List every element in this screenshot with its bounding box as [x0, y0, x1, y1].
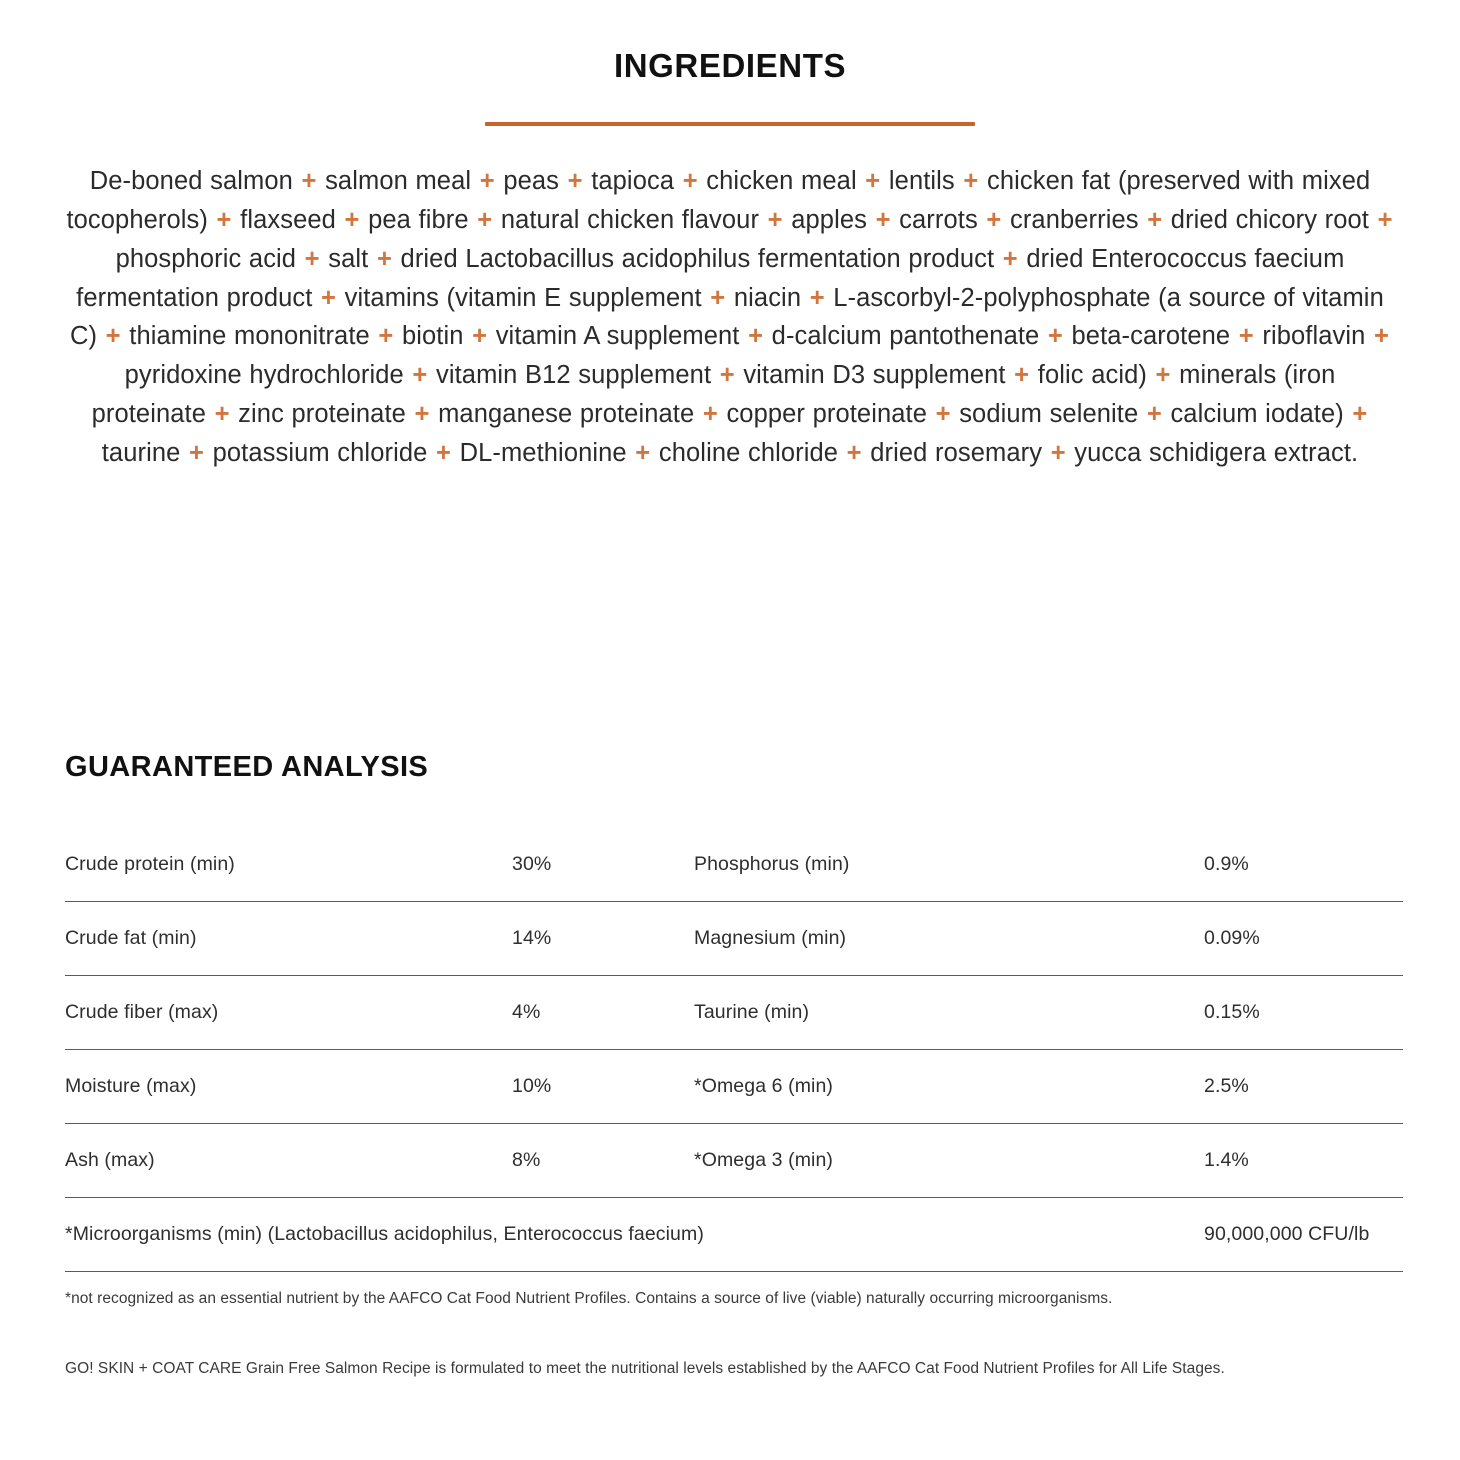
nutrient-label-right: Phosphorus (min) — [694, 828, 1204, 902]
ingredient-item: salmon meal — [325, 167, 472, 196]
table-row — [65, 828, 1403, 902]
nutrient-value-left: 10% — [512, 1049, 694, 1123]
ingredient-item: vitamin B12 supplement — [435, 361, 712, 390]
nutrient-label-right: Taurine (min) — [694, 975, 1204, 1049]
ingredient-item: tapioca — [591, 167, 675, 196]
nutrient-value-right: 0.9% — [1204, 828, 1403, 902]
nutrient-value-left: 4% — [512, 975, 694, 1049]
ingredient-item: dried Enterococcus faecium fermentation product — [76, 244, 1345, 312]
footnotes-block — [65, 1288, 1405, 1381]
plus-separator-icon: + — [208, 206, 240, 235]
ingredient-item: beta-carotene — [1071, 322, 1231, 351]
nutrient-label-right: *Omega 6 (min) — [694, 1049, 1204, 1123]
plus-separator-icon: + — [469, 206, 500, 235]
table-row — [65, 1049, 1403, 1123]
plus-separator-icon: + — [1344, 399, 1368, 428]
nutrient-value-right: 0.15% — [1204, 975, 1403, 1049]
plus-separator-icon: + — [98, 322, 129, 351]
plus-separator-icon: + — [1043, 438, 1074, 467]
ingredient-item: pea fibre — [368, 206, 469, 235]
plus-separator-icon: + — [955, 167, 986, 196]
plus-separator-icon: + — [1366, 322, 1389, 351]
ingredient-item: cranberries — [1009, 206, 1139, 235]
ingredient-item: L-ascorbyl-2-polyphosphate (a source of vitamin C) — [69, 283, 1384, 351]
plus-separator-icon: + — [1147, 361, 1179, 390]
guaranteed-analysis-heading: GUARANTEED ANALYSIS — [65, 751, 429, 783]
ingredient-item: biotin — [401, 322, 464, 351]
plus-separator-icon: + — [740, 322, 771, 351]
nutrient-label-left: Crude protein (min) — [65, 828, 512, 902]
microorganisms-value: 90,000,000 CFU/lb — [1204, 1197, 1403, 1271]
asterisk-footnote: *not recognized as an essential nutrient by the AAFCO Cat Food Nutrient Profiles. Contains a source of live (viable) naturally occurring microorganisms. — [65, 1290, 1113, 1307]
ingredient-item: copper proteinate — [726, 399, 928, 428]
ingredient-item: phosphoric acid — [115, 244, 297, 273]
plus-separator-icon: + — [1139, 399, 1170, 428]
plus-separator-icon: + — [1231, 322, 1262, 351]
ingredient-item: vitamin D3 supplement — [743, 361, 1006, 390]
plus-separator-icon: + — [978, 206, 1009, 235]
ingredient-item: manganese proteinate — [438, 399, 695, 428]
ingredient-item: choline chloride — [658, 438, 839, 467]
guaranteed-analysis-table — [65, 828, 1403, 1272]
ingredient-item: zinc proteinate — [238, 399, 406, 428]
plus-separator-icon: + — [369, 244, 400, 273]
plus-separator-icon: + — [207, 399, 238, 428]
table-row-microorganisms — [65, 1197, 1403, 1271]
plus-separator-icon: + — [406, 399, 438, 428]
nutrient-value-right: 0.09% — [1204, 901, 1403, 975]
ingredient-item: lentils — [888, 167, 955, 196]
plus-separator-icon: + — [472, 167, 503, 196]
ingredient-item: apples — [791, 206, 867, 235]
table-row — [65, 975, 1403, 1049]
plus-separator-icon: + — [712, 361, 743, 390]
aafco-statement-footnote: GO! SKIN + COAT CARE Grain Free Salmon Recipe is formulated to meet the nutritional levels established by the AAFCO Cat Food Nutrient Profiles for All Life Stages. — [65, 1360, 1225, 1378]
ingredient-item: DL-methionine — [459, 438, 627, 467]
ingredient-item: carrots — [899, 206, 978, 235]
plus-separator-icon: + — [857, 167, 888, 196]
ingredient-item: natural chicken flavour — [500, 206, 760, 235]
plus-separator-icon: + — [560, 167, 591, 196]
guaranteed-analysis-section — [65, 752, 1403, 1272]
ingredient-item: flaxseed — [240, 206, 336, 235]
plus-separator-icon: + — [464, 322, 495, 351]
ingredient-item: salt — [328, 244, 369, 273]
ingredient-item: chicken fat (preserved with mixed tocopherols) — [66, 167, 1371, 235]
ingredients-heading: INGREDIENTS — [613, 47, 847, 84]
plus-separator-icon: + — [1006, 361, 1037, 390]
ingredients-section — [0, 0, 1460, 472]
ingredient-item: yucca schidigera extract. — [1074, 438, 1359, 467]
ingredient-item: sodium selenite — [959, 399, 1139, 428]
nutrient-value-left: 14% — [512, 901, 694, 975]
ingredient-item: d-calcium pantothenate — [771, 322, 1040, 351]
ingredient-item: minerals (iron proteinate — [91, 361, 1336, 428]
ingredient-item: chicken meal — [706, 167, 857, 196]
ingredient-item: niacin — [733, 283, 802, 312]
plus-separator-icon: + — [404, 361, 435, 390]
plus-separator-icon: + — [370, 322, 401, 351]
ingredient-item: pyridoxine hydrochloride — [124, 361, 404, 390]
plus-separator-icon: + — [1040, 322, 1071, 351]
nutrient-label-right: Magnesium (min) — [694, 901, 1204, 975]
ingredient-item: calcium iodate) — [1170, 399, 1344, 428]
plus-separator-icon: + — [867, 206, 899, 235]
ingredient-item: taurine — [101, 438, 181, 467]
plus-separator-icon: + — [802, 283, 833, 312]
plus-separator-icon: + — [313, 283, 344, 312]
ingredient-item: peas — [503, 167, 560, 196]
nutrient-label-right: *Omega 3 (min) — [694, 1123, 1204, 1197]
ingredient-item: dried Lactobacillus acidophilus fermentation product — [400, 244, 995, 273]
plus-separator-icon: + — [1369, 206, 1393, 235]
nutrient-label-left: Crude fat (min) — [65, 901, 512, 975]
nutrient-value-left: 8% — [512, 1123, 694, 1197]
nutrient-label-left: Ash (max) — [65, 1123, 512, 1197]
table-row — [65, 1123, 1403, 1197]
nutrient-label-left: Moisture (max) — [65, 1049, 512, 1123]
ingredient-item: riboflavin — [1262, 322, 1366, 351]
title-divider-rule — [485, 122, 975, 126]
plus-separator-icon: + — [675, 167, 706, 196]
ingredient-item: dried rosemary — [870, 438, 1043, 467]
ingredient-item: thiamine mononitrate — [129, 322, 370, 351]
plus-separator-icon: + — [839, 438, 870, 467]
ingredient-item: potassium chloride — [212, 438, 428, 467]
plus-separator-icon: + — [297, 244, 328, 273]
plus-separator-icon: + — [627, 438, 658, 467]
plus-separator-icon: + — [336, 206, 368, 235]
nutrient-value-right: 1.4% — [1204, 1123, 1403, 1197]
ingredient-item: dried chicory root — [1170, 206, 1369, 235]
ingredient-item: vitamins (vitamin E supplement — [344, 283, 702, 312]
ingredient-item: folic acid) — [1037, 361, 1147, 390]
plus-separator-icon: + — [428, 438, 459, 467]
ingredient-item: De-boned salmon — [89, 167, 293, 196]
nutrient-value-left: 30% — [512, 828, 694, 902]
plus-separator-icon: + — [181, 438, 212, 467]
plus-separator-icon: + — [695, 399, 726, 428]
nutrient-label-left: Crude fiber (max) — [65, 975, 512, 1049]
nutrient-value-right: 2.5% — [1204, 1049, 1403, 1123]
plus-separator-icon: + — [293, 167, 325, 196]
plus-separator-icon: + — [760, 206, 791, 235]
table-row — [65, 901, 1403, 975]
ingredients-list-text — [65, 162, 1395, 472]
plus-separator-icon: + — [995, 244, 1026, 273]
plus-separator-icon: + — [928, 399, 959, 428]
microorganisms-label: *Microorganisms (min) (Lactobacillus acidophilus, Enterococcus faecium) — [65, 1197, 1204, 1271]
ingredient-item: vitamin A supplement — [495, 322, 740, 351]
plus-separator-icon: + — [702, 283, 733, 312]
plus-separator-icon: + — [1139, 206, 1170, 235]
